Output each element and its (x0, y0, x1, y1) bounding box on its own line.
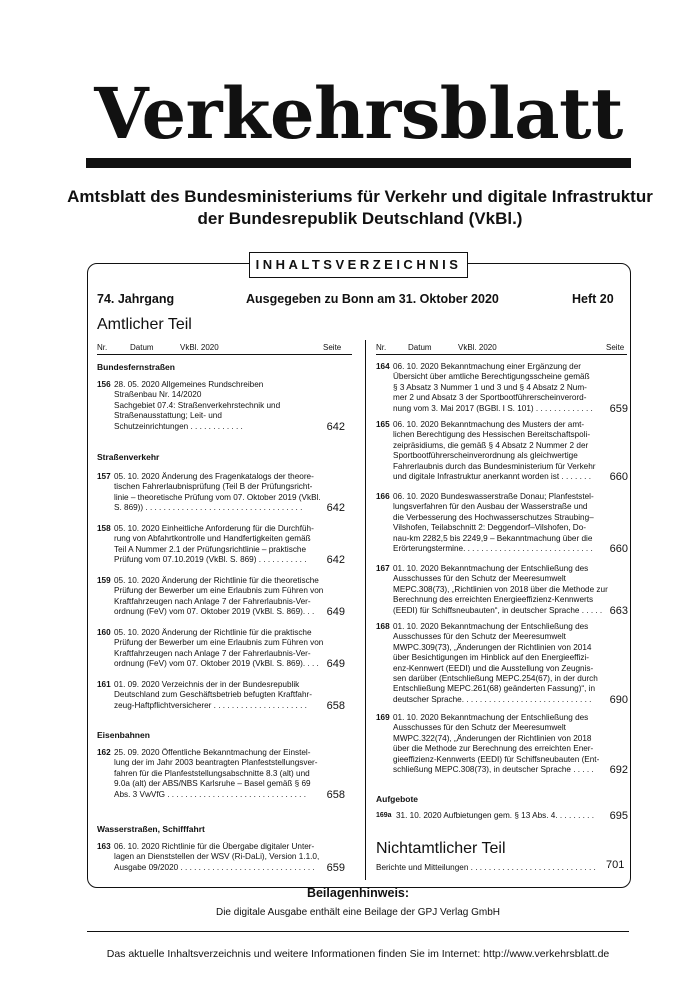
toc-entry-166[interactable] (376, 492, 628, 558)
entry-line: nung vom 3. Mai 2017 (BGBl. I S. 101) . . . . . . . . . . . . . (393, 403, 593, 413)
entry-line: S. 869)) . . . . . . . . . . . . . . . . . . . . . . . . . . . . . . . . . . . (114, 503, 303, 513)
entry-line: Ausgabe 09/2020 . . . . . . . . . . . . . . . . . . . . . . . . . . . . . . (114, 862, 315, 872)
toc-entry-157[interactable] (97, 472, 345, 518)
category-wasserstrassen: Wasserstraßen, Schifffahrt (97, 824, 205, 834)
entry-line: 28. 05. 2020 Allgemeines Rundschreiben (114, 380, 264, 389)
entry-number: 169a (376, 812, 392, 819)
entry-line: Prüfung vom 07.10.2019 (VkBl. S. 869) . . . . . . . . . . . (114, 555, 307, 565)
entry-line: und digitale Infrastruktur anerkannt worden ist . . . . . . . (393, 472, 591, 482)
col-seite-left: Seite (323, 343, 342, 352)
entry-line: linie – theoretische Prüfung vom 07. Oktober 2019 (VkBl. (114, 492, 321, 502)
entry-line: tischen Fahrerlaubnisprüfung (Teil B der Prüfungsricht- (114, 482, 313, 492)
entry-line: mer 2 und Absatz 3 der Sportbootführerscheinverord- (393, 393, 587, 403)
entry-line: 05. 10. 2020 Änderung der Richtlinie für die theoretische (114, 576, 319, 585)
entry-line: lichen Berechtigung des Hessischen Bereitschaftspoli- (393, 430, 591, 440)
entry-number: 159 (97, 576, 111, 585)
entry-number: 158 (97, 524, 111, 533)
entry-number: 164 (376, 362, 390, 371)
entry-line: Prüfung der Bewerber um eine Erlaubnis zum Führen von (114, 638, 324, 648)
entry-text (114, 576, 339, 618)
entry-line: gieeffizienz-Kennwerts (EEDI) für Schiffsneubauten (Ent- (393, 754, 600, 764)
toc-entry-164[interactable] (376, 362, 628, 418)
issue-volume: 74. Jahrgang (97, 292, 175, 306)
entry-page: 659 (609, 402, 628, 415)
entry-text (393, 492, 618, 554)
supplement-text: Die digitale Ausgabe enthält eine Beilage der GPJ Verlag GmbH (215, 907, 501, 918)
entry-line: zeipräsidiums, die gemäß § 4 Absatz 2 Nummer 2 der (393, 440, 589, 450)
entry-text (393, 564, 618, 616)
entry-text (393, 362, 618, 414)
col-datum-right: Datum (408, 343, 432, 352)
entry-number: 167 (376, 564, 390, 573)
column-divider (365, 340, 366, 880)
entry-line: über Besichtigungen im Hinblick auf den Energieeffizi- (393, 653, 590, 663)
entry-number: 156 (97, 380, 111, 389)
entry-line: Straßenbau Nr. 14/2020 (114, 390, 202, 400)
subtitle-line-2: der Bundesrepublik Deutschland (VkBl.) (197, 209, 523, 228)
entry-line: MWPC.309(73), „Änderungen der Richtlinien von 2014 (393, 642, 592, 652)
entry-text (396, 811, 621, 821)
toc-entry-168[interactable] (376, 622, 628, 708)
entry-line: 01. 09. 2020 Verzeichnis der in der Bundesrepublik (114, 680, 300, 689)
toc-entry-159[interactable] (97, 576, 345, 622)
issue-date: Ausgegeben zu Bonn am 31. Oktober 2020 (246, 292, 499, 306)
entry-text (393, 622, 618, 705)
category-eisenbahnen: Eisenbahnen (97, 730, 150, 740)
entry-line: 06. 10. 2020 Bekanntmachung des Musters der amt- (393, 420, 585, 429)
toc-entry-160[interactable] (97, 628, 345, 674)
toc-entry-167[interactable] (376, 564, 628, 620)
entry-page: 660 (609, 471, 628, 483)
entry-line: 25. 09. 2020 Öffentliche Bekanntmachung der Einstel- (114, 748, 311, 757)
footer-note: Das aktuelle Inhaltsverzeichnis und weitere Informationen finden Sie im Internet: http://www.verkehrsblatt.de (106, 948, 610, 960)
entry-text (393, 420, 618, 482)
entry-number: 161 (97, 680, 111, 689)
entry-text (114, 628, 339, 670)
toc-entry-165[interactable] (376, 420, 628, 486)
entry-page: 658 (326, 788, 345, 801)
colhead-rule-right (376, 354, 627, 355)
entry-page: 663 (609, 604, 628, 617)
entry-number: 163 (97, 842, 111, 851)
entry-text (393, 713, 618, 775)
entry-line: die Verbesserung des Hochwasserschutzes Straubing– (393, 512, 594, 522)
publication-subtitle (60, 186, 660, 230)
entry-line: 05. 10. 2020 Änderung des Fragenkatalogs der theore- (114, 472, 314, 481)
nichtamtlich-entry-text[interactable]: Berichte und Mitteilungen . . . . . . . . . . . . . . . . . . . . . . . . . . . . (376, 863, 596, 872)
entry-line: 06. 10. 2020 Richtlinie für die Übergabe digitaler Unter- (114, 842, 315, 851)
entry-number: 162 (97, 748, 111, 757)
entry-number: 166 (376, 492, 390, 501)
entry-line: § 3 Absatz 3 Nummer 1 und 3 und § 4 Absatz 2 Num- (393, 382, 587, 392)
entry-line: 01. 10. 2020 Bekanntmachung der Entschließung des (393, 564, 589, 573)
entry-line: deutscher Sprache. . . . . . . . . . . . . . . . . . . . . . . . . . . . . (393, 694, 592, 704)
entry-line: MEPC.308(73), „Richtlinien von 2018 über die Methode zur (393, 584, 608, 594)
col-vkbl-right: VkBl. 2020 (458, 343, 497, 352)
entry-line: rung von Abfahrtkontrolle und Handfertigkeiten gemäß (114, 534, 311, 544)
entry-line: (EEDI) für Schiffsneubauten“, in deutscher Sprache . . . . . (393, 605, 603, 615)
amtlich-heading: Amtlicher Teil (97, 316, 192, 333)
entry-line: über die Methode zur Berechnung des erreichten Ener- (393, 744, 594, 754)
entry-number: 168 (376, 622, 390, 631)
entry-number: 169 (376, 713, 390, 722)
entry-line: 01. 10. 2020 Bekanntmachung der Entschließung des (393, 713, 589, 722)
entry-page: 642 (326, 554, 345, 567)
toc-entry-163[interactable] (97, 842, 345, 878)
entry-line: Schutzeinrichtungen . . . . . . . . . . . . (114, 421, 243, 431)
entry-line: Deutschland zum Geschäftsbetrieb befugten Kraftfahr- (114, 690, 312, 700)
entry-line: Vilshofen, Teilabschnitt 2: Deggendorf–Vilshofen, Do- (393, 523, 586, 533)
supplement-heading: Beilagenhinweis: (306, 886, 410, 900)
entry-page: 695 (609, 810, 628, 822)
colhead-rule-left (97, 354, 352, 355)
col-seite-right: Seite (606, 343, 625, 352)
toc-entry-162[interactable] (97, 748, 345, 804)
entry-line: 9.0a (alt) der ABS/NBS Karlsruhe – Basel gemäß § 69 (114, 779, 311, 789)
entry-line: 06. 10. 2020 Bekanntmachung einer Ergänzung der (393, 362, 581, 371)
entry-line: zeug-Haftpflichtversicherer . . . . . . . . . . . . . . . . . . . . . (114, 700, 307, 710)
col-nr-left: Nr. (97, 343, 108, 352)
entry-line: 05. 10. 2020 Änderung der Richtlinie für die praktische (114, 628, 312, 637)
entry-line: Sachgebiet 07.4: Straßenverkehrstechnik und (114, 400, 281, 410)
entry-line: lungsverfahren für den Ausbau der Wasserstraße und (393, 502, 588, 512)
entry-line: schließung MEPC.308(73), in deutscher Sprache . . . . . (393, 765, 594, 775)
entry-line: Sportbootführerscheinverordnung als gleichwertige (393, 451, 578, 461)
subtitle-line-1: Amtsblatt des Bundesministeriums für Verkehr und digitale Infrastruktur (67, 187, 653, 206)
entry-line: Prüfung der Bewerber um eine Erlaubnis zum Führen von (114, 586, 324, 596)
nichtamtlich-heading: Nichtamtlicher Teil (376, 840, 506, 857)
entry-line: Fahrerlaubnis durch das Bundesministerium für Verkehr (393, 461, 596, 471)
category-aufgebote: Aufgebote (376, 794, 419, 804)
toc-entry-169[interactable] (376, 713, 628, 779)
toc-label: INHALTSVERZEICHNIS (249, 252, 468, 278)
entry-page: 659 (326, 861, 345, 874)
entry-line: lung der im Jahr 2003 beantragten Planfeststellungsver- (114, 758, 318, 768)
category-bundesfernstrassen: Bundesfernstraßen (97, 362, 175, 372)
entry-page: 649 (326, 606, 345, 619)
entry-line: nau-km 2282,5 bis 2249,9 – Bekanntmachung über die (393, 533, 593, 543)
entry-line: 31. 10. 2020 Aufbietungen gem. § 13 Abs. 4. . . . . . . . . (396, 811, 594, 820)
entry-text (114, 748, 339, 800)
entry-line: Straßenausstattung; Leit- und (114, 411, 222, 421)
col-nr-right: Nr. (376, 343, 387, 352)
entry-line: enz-Kennwert (EEDI) und die Ausstellung von Zeugnis- (393, 663, 594, 673)
issue-number: Heft 20 (572, 292, 614, 306)
masthead-title: Verkehrsblatt (94, 72, 623, 155)
col-vkbl-left: VkBl. 2020 (180, 343, 219, 352)
entry-line: MWPC.322(74), „Änderungen der Richtlinien von 2018 (393, 733, 592, 743)
entry-line: Ausschusses für den Schutz der Meeresumwelt (393, 574, 566, 584)
bottom-rule (87, 931, 629, 932)
toc-entry-169a[interactable] (376, 811, 628, 825)
entry-page: 649 (326, 658, 345, 671)
entry-line: Berechnung des erreichten Energieeffizienz-Kennwerts (393, 595, 594, 605)
toc-entry-156[interactable] (97, 380, 345, 436)
entry-page: 642 (326, 420, 345, 433)
entry-page: 660 (609, 543, 628, 555)
entry-line: Übersicht über amtliche Berechtigungsscheine gemäß (393, 372, 590, 382)
entry-line: Entschließung MEPC.261(68) geänderten Fassung)“, in (393, 684, 596, 694)
entry-line: Ausschusses für den Schutz der Meeresumwelt (393, 723, 566, 733)
entry-page: 690 (609, 693, 628, 706)
entry-line: sen darüber (Entschließung MEPC.254(67), in der durch (393, 674, 598, 684)
entry-text (114, 680, 339, 711)
entry-line: 01. 10. 2020 Bekanntmachung der Entschließung des (393, 622, 589, 631)
entry-number: 160 (97, 628, 111, 637)
entry-text (114, 380, 339, 432)
masthead-rule (86, 158, 631, 168)
entry-page: 658 (326, 699, 345, 712)
entry-page: 642 (326, 502, 345, 515)
entry-line: ordnung (FeV) vom 07. Oktober 2019 (VkBl. S. 869). . . (114, 607, 315, 617)
entry-line: Ausschusses für den Schutz der Meeresumwelt (393, 632, 566, 642)
toc-entry-158[interactable] (97, 524, 345, 570)
entry-line: Kraftfahrzeugen nach Anlage 7 der Fahrerlaubnis-Ver- (114, 648, 311, 658)
entry-line: Kraftfahrzeugen nach Anlage 7 der Fahrerlaubnis-Ver- (114, 596, 311, 606)
entry-line: ordnung (FeV) vom 07. Oktober 2019 (VkBl. S. 869). . . . (114, 659, 319, 669)
entry-line: Erörterungstermine. . . . . . . . . . . . . . . . . . . . . . . . . . . . . (393, 544, 593, 554)
entry-line: Abs. 3 VwVfG . . . . . . . . . . . . . . . . . . . . . . . . . . . . . . . (114, 789, 306, 799)
nichtamtlich-entry-page: 701 (606, 859, 625, 871)
entry-page: 692 (609, 764, 628, 776)
entry-line: lagen an Dienststellen der WSV (Ri-DaLi), Version 1.1.0, (114, 852, 320, 862)
entry-number: 165 (376, 420, 390, 429)
entry-line: 05. 10. 2020 Einheitliche Anforderung für die Durchfüh- (114, 524, 314, 533)
toc-entry-161[interactable] (97, 680, 345, 716)
entry-text (114, 842, 339, 873)
entry-text (114, 524, 339, 566)
entry-line: Teil A Nummer 2.1 der Prüfungsrichtlinie – praktische (114, 544, 307, 554)
category-strassenverkehr: Straßenverkehr (97, 452, 160, 462)
entry-number: 157 (97, 472, 111, 481)
col-datum-left: Datum (130, 343, 154, 352)
entry-line: fahren für die Planfeststellungsabschnitte 8.3 (alt) und (114, 768, 310, 778)
entry-line: 06. 10. 2020 Bundeswasserstraße Donau; Planfeststel- (393, 492, 594, 501)
entry-text (114, 472, 339, 514)
masthead (86, 74, 631, 154)
